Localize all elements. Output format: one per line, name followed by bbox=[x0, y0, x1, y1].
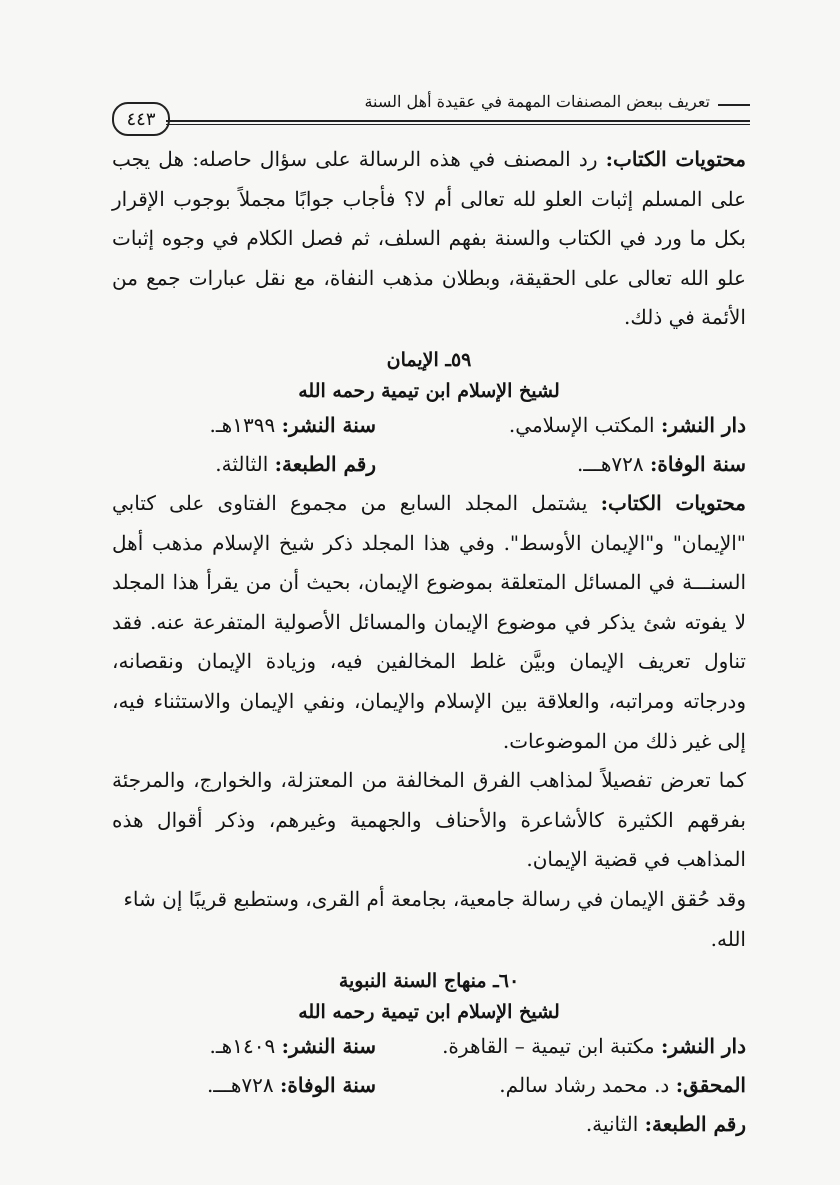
running-header bbox=[108, 92, 750, 132]
publisher-label: دار النشر: bbox=[660, 412, 746, 437]
page-body bbox=[112, 140, 746, 1144]
year-label: سنة النشر: bbox=[281, 412, 376, 437]
publisher-value: المكتب الإسلامي. bbox=[508, 412, 661, 437]
contents-label: محتويات الكتاب: bbox=[605, 147, 746, 171]
book-60-meta-row-2 bbox=[112, 1066, 746, 1105]
book-60-title: ٦٠ـ منهاج السنة النبوية bbox=[338, 970, 520, 993]
book-60-author: لشيخ الإسلام ابن تيمية رحمه الله bbox=[298, 1001, 560, 1024]
edition-value: الثالثة. bbox=[215, 451, 275, 476]
death-value: ٧٢٨هـــ. bbox=[576, 451, 651, 476]
publisher-value: مكتبة ابن تيمية – القاهرة. bbox=[442, 1034, 661, 1059]
header-dash bbox=[718, 104, 750, 106]
year-label: سنة النشر: bbox=[281, 1034, 376, 1059]
book-59-author: لشيخ الإسلام ابن تيمية رحمه الله bbox=[298, 379, 560, 402]
book-59-meta-row-2 bbox=[112, 445, 746, 484]
death-value: ٧٢٨هـــ. bbox=[206, 1073, 281, 1098]
contents-text: يشتمل المجلد السابع من مجموع الفتاوى على كتابي "الإيمان" و"الإيمان الأوسط". وفي هذا المجلد ذكر شيخ الإسلام مذهب أهل السنـــة في المسائل المتعلقة بموضوع الإيمان، بحيث أن من يقرأ هذا المجلد لا يفوته شئ يذكر في موضوع الإيمان والمسائل الأصولية المتفرعة عنه. فقد تناول تعريف الإيمان وبيَّن غلط المخالفين فيه، وزيادة الإيمان ونقصانه، ودرجاته ومراتبه، والعلاقة بين الإسلام والإيمان، ونفي الإيمان والاستثناء فيه، إلى غير ذلك من الموضوعات. bbox=[112, 490, 746, 753]
header-rule bbox=[166, 120, 750, 122]
book-60-meta-row-1 bbox=[112, 1027, 746, 1066]
edition-label: رقم الطبعة: bbox=[644, 1112, 746, 1137]
book-59-note: وقد حُقق الإيمان في رسالة جامعية، بجامعة أم القرى، وستطبع قريبًا إن شاء الله. bbox=[123, 886, 746, 951]
intro-text: رد المصنف في هذه الرسالة على سؤال حاصله: هل يجب على المسلم إثبات العلو لله تعالى أم لا؟ فأجاب جوابًا مجملاً بوجوب الإقرار بكل ما ورد في الكتاب والسنة بفهم السلف، ثم فصل الكلام في وجوه إثبات علو الله تعالى على الحقيقة، وبطلان مذهب النفاة، مع نقل عبارات جمع من الأئمة في ذلك. bbox=[112, 147, 746, 330]
editor-label: المحقق: bbox=[675, 1073, 746, 1098]
intro-paragraph bbox=[112, 140, 746, 338]
book-59-contents-2: كما تعرض تفصيلاً لمذاهب الفرق المخالفة من المعتزلة، والخوارج، والمرجئة بفرقهم الكثيرة كالأشاعرة والأحناف والجهمية وغيرهم، وذكر أقوال هذه المذاهب في قضية الإيمان. bbox=[112, 768, 746, 872]
publisher-label: دار النشر: bbox=[660, 1034, 746, 1059]
page-number: ٤٤٣ bbox=[112, 102, 170, 136]
book-59-title: ٥٩ـ الإيمان bbox=[386, 348, 472, 371]
book-60-meta-row-3 bbox=[112, 1105, 746, 1144]
editor-value: د. محمد رشاد سالم. bbox=[499, 1073, 676, 1098]
contents-label: محتويات الكتاب: bbox=[600, 490, 746, 515]
book-59-contents bbox=[112, 484, 746, 761]
book-59-meta-row-1 bbox=[112, 406, 746, 445]
year-value: ١٤٠٩هـ. bbox=[209, 1034, 282, 1059]
death-label: سنة الوفاة: bbox=[280, 1073, 376, 1098]
edition-value: الثانية. bbox=[585, 1112, 645, 1137]
header-rule-thin bbox=[166, 124, 750, 125]
header-title: تعريف ببعض المصنفات المهمة في عقيدة أهل السنة bbox=[364, 92, 710, 111]
year-value: ١٣٩٩هـ. bbox=[209, 412, 282, 437]
edition-label: رقم الطبعة: bbox=[274, 451, 376, 476]
death-label: سنة الوفاة: bbox=[650, 451, 746, 476]
